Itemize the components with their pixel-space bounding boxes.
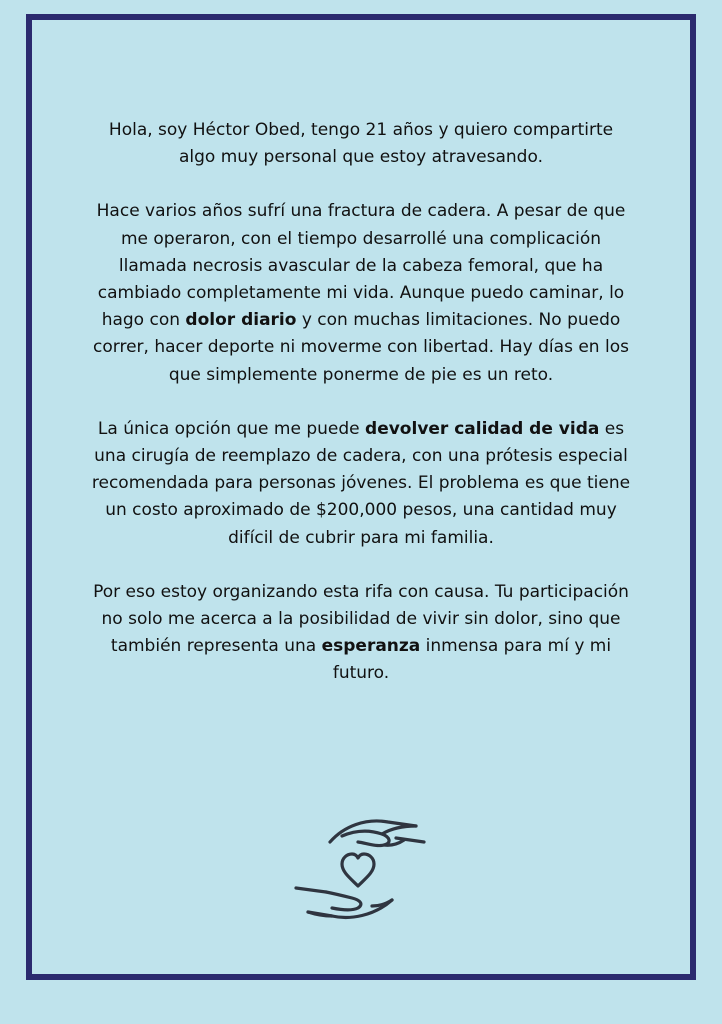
raffle-emphasis-hope: esperanza	[321, 636, 421, 657]
surgery-emphasis-quality-of-life: devolver calidad de vida	[365, 418, 600, 439]
story-text-2: y con muchas limitaciones. No puedo correr, hacer deporte ni moverme con libertad. Hay días en los que simplemente ponerme de pie es un reto.	[93, 310, 629, 385]
paragraph-raffle	[90, 579, 632, 688]
surgery-text-1: La única opción que me puede	[97, 418, 366, 439]
surgery-text-2: es una cirugía de reemplazo de cadera, con una prótesis especial recomendada para personas jóvenes. El problema es que tiene un costo aproximado de $200,000 pesos, una cantidad muy difícil de cubrir para mi familia.	[91, 418, 631, 548]
story-text-1: Hace varios años sufrí una fractura de cadera. A pesar de que me operaron, con el tiempo desarrollé una complicación llamada necrosis avascular de la cabeza femoral, que ha cambiado completamente mi vida. Aunque puedo caminar, lo hago con	[96, 201, 626, 331]
story-emphasis-daily-pain: dolor diario	[185, 310, 297, 331]
raffle-text-2: inmensa para mí y mi futuro.	[332, 636, 612, 684]
paragraph-story	[90, 198, 632, 388]
letter-body	[90, 117, 632, 715]
hands-holding-heart-icon	[292, 812, 432, 932]
raffle-text-1: Por eso estoy organizando esta rifa con causa. Tu participación no solo me acerca a la posibilidad de vivir sin dolor, sino que también representa una	[93, 581, 629, 657]
intro-text: Hola, soy Héctor Obed, tengo 21 años y quiero compartirte algo muy personal que estoy atravesando.	[108, 120, 614, 168]
paragraph-intro	[90, 117, 632, 171]
paragraph-surgery	[90, 416, 632, 552]
